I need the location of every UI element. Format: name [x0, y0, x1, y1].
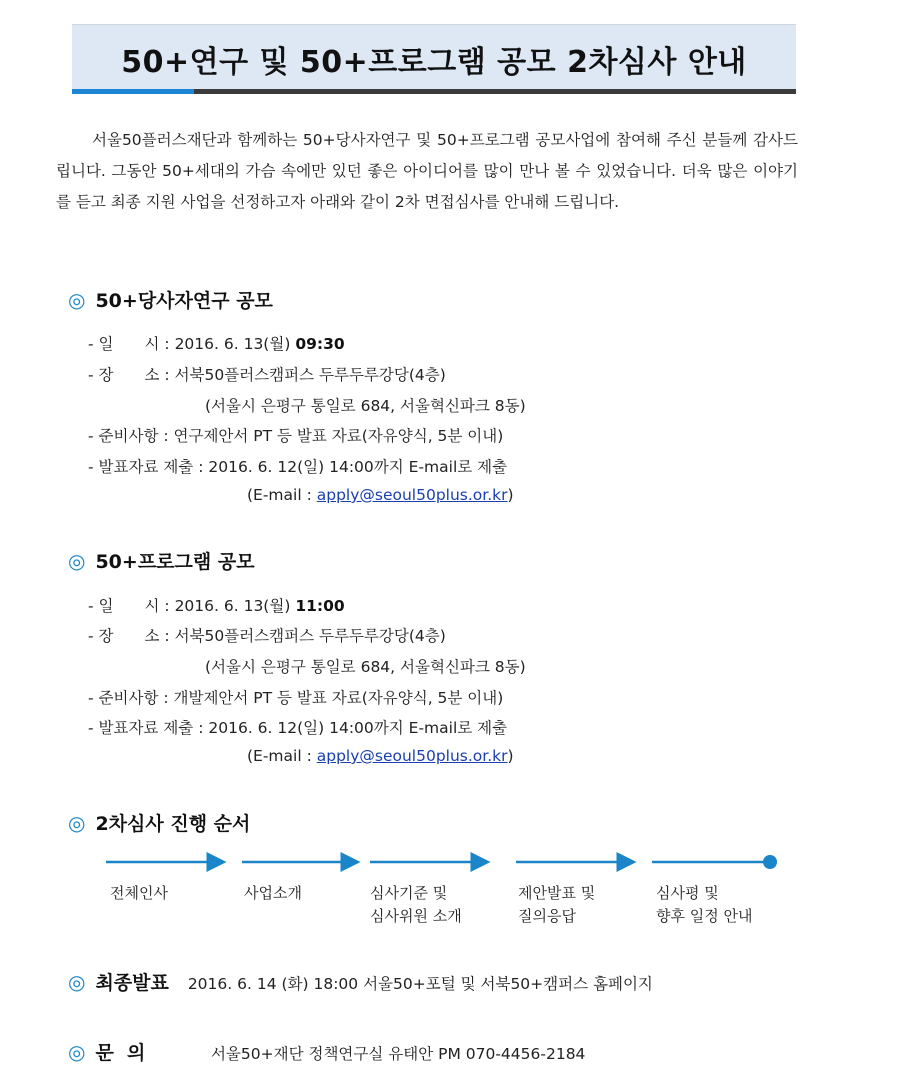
step-2 — [244, 882, 302, 905]
intro-paragraph: 서울50플러스재단과 함께하는 50+당사자연구 및 50+프로그램 공모사업에 참여해 주신 분들께 감사드립니다. 그동안 50+세대의 가슴 속에만 있던 좋은 아이디어를 많이 만나 볼 수 있었습니다. 더욱 많은 이야기를 듣고 최종 지원 사업을 선정하고자 아래와 같이 2차 면접심사를 안내해 드립니다. — [56, 131, 798, 211]
step-1-line1: 전체인사 — [110, 884, 168, 902]
program-date-label: - 일 시 : — [88, 597, 170, 615]
research-email-row — [247, 486, 514, 504]
final-heading: 최종발표 — [95, 972, 169, 994]
title-box — [72, 24, 796, 91]
research-place-label: - 장 소 : — [88, 366, 170, 384]
research-prep-label: - 준비사항 : — [88, 427, 169, 445]
step-5-line2: 향후 일정 안내 — [656, 907, 753, 925]
program-email-row — [247, 747, 514, 765]
contact-value: 서울50+재단 정책연구실 유태안 PM 070-4456-2184 — [210, 1045, 586, 1063]
program-prep-row — [88, 686, 503, 708]
program-place-address: (서울시 은평구 통일로 684, 서울혁신파크 8동) — [205, 658, 526, 676]
step-3-line2: 심사위원 소개 — [370, 907, 462, 925]
section-research-heading — [68, 286, 273, 313]
program-email-prefix: (E-mail : — [247, 747, 312, 765]
double-circle-icon: ◎ — [68, 811, 86, 835]
final-value: 2016. 6. 14 (화) 18:00 서울50+포털 및 서북50+캠퍼스 홈페이지 — [187, 975, 653, 993]
step-1 — [110, 882, 168, 905]
program-email-suffix: ) — [507, 747, 514, 765]
double-circle-icon: ◎ — [68, 970, 86, 994]
double-circle-icon: ◎ — [68, 549, 86, 573]
double-circle-icon: ◎ — [68, 1040, 86, 1064]
research-date-row — [88, 332, 345, 354]
step-2-line1: 사업소개 — [244, 884, 302, 902]
research-submit-value: 2016. 6. 12(일) 14:00까지 E-mail로 제출 — [208, 458, 508, 476]
program-date-time: 11:00 — [295, 597, 345, 615]
program-prep-value: 개발제안서 PT 등 발표 자료(자유양식, 5분 이내) — [173, 689, 504, 707]
research-place-address: (서울시 은평구 통일로 684, 서울혁신파크 8동) — [205, 397, 526, 415]
title-underline-accent — [72, 89, 194, 94]
process-arrows — [104, 852, 784, 872]
step-3-line1: 심사기준 및 — [370, 884, 448, 902]
research-prep-row — [88, 424, 503, 446]
program-place-value: 서북50플러스캠퍼스 두루두루강당(4층) — [174, 627, 446, 645]
process-flow — [104, 852, 784, 942]
research-submit-row — [88, 455, 507, 477]
section-program-heading — [68, 547, 255, 574]
step-4 — [518, 882, 595, 928]
double-circle-icon: ◎ — [68, 288, 86, 312]
page-title: 50+연구 및 50+프로그램 공모 2차심사 안내 — [121, 45, 747, 80]
research-place-row — [88, 363, 446, 385]
section-process-heading — [68, 809, 250, 836]
step-4-line2: 질의응답 — [518, 907, 576, 925]
research-place-value: 서북50플러스캠퍼스 두루두루강당(4층) — [174, 366, 446, 384]
step-4-line1: 제안발표 및 — [518, 884, 596, 902]
program-place-row — [88, 624, 446, 646]
research-submit-label: - 발표자료 제출 : — [88, 458, 204, 476]
research-prep-value: 연구제안서 PT 등 발표 자료(자유양식, 5분 이내) — [173, 427, 504, 445]
research-date-label: - 일 시 : — [88, 335, 170, 353]
research-email-link[interactable]: apply@seoul50plus.or.kr — [316, 486, 508, 504]
research-date-value: 2016. 6. 13(월) — [174, 335, 291, 353]
program-prep-label: - 준비사항 : — [88, 689, 169, 707]
program-date-row — [88, 594, 345, 616]
flow-end-dot — [763, 855, 777, 869]
program-submit-label: - 발표자료 제출 : — [88, 719, 204, 737]
section-research-title: 50+당사자연구 공모 — [95, 290, 273, 312]
program-date-value: 2016. 6. 13(월) — [174, 597, 291, 615]
program-place-label: - 장 소 : — [88, 627, 170, 645]
title-underline — [194, 89, 796, 94]
step-3 — [370, 882, 462, 928]
final-row — [68, 968, 653, 995]
program-submit-value: 2016. 6. 12(일) 14:00까지 E-mail로 제출 — [208, 719, 508, 737]
contact-row — [68, 1038, 585, 1065]
program-email-link[interactable]: apply@seoul50plus.or.kr — [316, 747, 508, 765]
research-email-suffix: ) — [507, 486, 514, 504]
program-submit-row — [88, 716, 507, 738]
section-process-title: 2차심사 진행 순서 — [95, 813, 251, 835]
step-5-line1: 심사평 및 — [656, 884, 719, 902]
research-date-time: 09:30 — [295, 335, 345, 353]
contact-heading: 문 의 — [95, 1042, 146, 1064]
step-5 — [656, 882, 752, 928]
section-program-title: 50+프로그램 공모 — [95, 551, 255, 573]
research-email-prefix: (E-mail : — [247, 486, 312, 504]
